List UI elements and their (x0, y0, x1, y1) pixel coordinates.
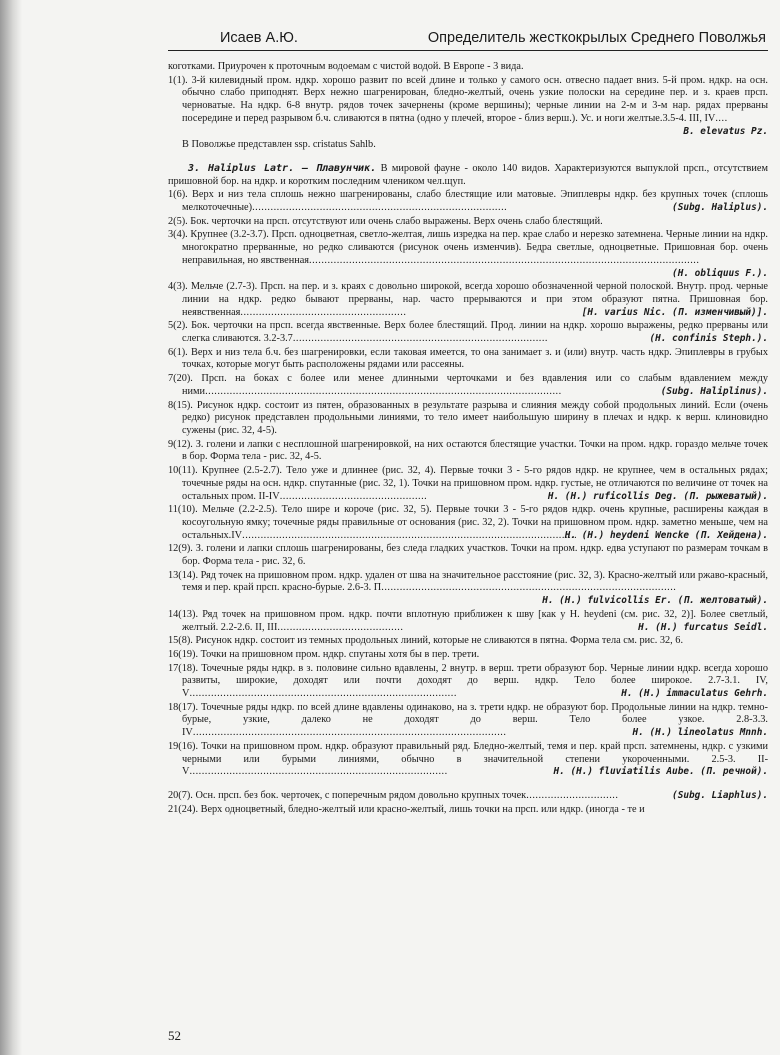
key-entry (168, 790, 768, 803)
key-entry (168, 229, 768, 280)
key-entry (168, 216, 768, 229)
book-page (168, 28, 768, 1043)
book-binding-shadow (0, 0, 22, 1055)
taxon-name: H. (H.) ruficollis Deg. (П. рыжеватый). (547, 490, 768, 502)
entry-text: 18(17). Точечные ряды ндкр. по всей длине вдавлены одинаково, на з. трети ндкр. не образуют бор. Продольные линии на ндкр. темно-бурые, узкие, далеко не доходят до верш. Тело более узкое. 2.8-3.3. IV (168, 701, 768, 739)
taxon-name: B. elevatus Pz. (683, 125, 768, 137)
entry-text: 14(13). Ряд точек на пришовном пром. ндкр. почти вплотную приближен к шву [как у H. heydeni (см. рис. 32, 2)]. Более светлый, желтый. 2.2-2.6. II, III (168, 608, 768, 633)
entry-text: 2(5). Бок. черточки на прсп. отсутствуют или очень слабо выражены. Верх очень слабо блестящий. (168, 215, 603, 227)
header-title: Определитель жесткокрылых Среднего Поволжья (427, 30, 766, 46)
entry-text: 19(16). Точки на пришовном пром. ндкр. образуют правильный ряд. Бледно-желтый, темя и пер. край прсп. затемнены, ндкр. с узкими черными или бурыми линиями, обычно в значительной степени укороченными. 2.5-3. II-V (168, 740, 768, 778)
key-entry (168, 347, 768, 372)
page-number: 52 (168, 1028, 181, 1043)
taxon-name: (Subg. Liaphlus). (672, 789, 768, 801)
taxon-name: (H. confinis Steph.). (649, 333, 768, 345)
leader-dots: ...................................................................................................... (192, 727, 507, 739)
genus-description: В мировой фауне - около 140 видов. Характеризуются выпуклой прсп., отсутствием пришовной бор. на ндкр. и коротким последним члеником чел.щуп. (168, 162, 768, 187)
key-entry (168, 543, 768, 568)
entry-text: коготками. Приурочен к проточным водоемам с чистой водой. В Европе - 3 вида. (168, 61, 524, 72)
entry-text: 13(14). Ряд точек на пришовном пром. ндкр. удален от шва на значительное расстояние (рис. 32, 3). Красно-желтый или ржаво-красный, темя и пер. край прсп. красно-бурые. 2.6-3. П (168, 569, 768, 594)
key-entry (168, 281, 768, 319)
leader-dots: .................................................................................... (189, 766, 448, 778)
key-entry (168, 635, 768, 648)
leader-dots: ................................................................................... (252, 202, 508, 214)
leader-dots: ................................................................................... (292, 333, 548, 345)
taxon-name: H. (H.) heydeni Wencke (П. Хейдена). (564, 529, 768, 541)
entry-text: 12(9). З. голени и лапки сплошь шагренированы, без следа гладких участков. Точки на пром. ндкр. едва уступают по размерам точкам в бор. Форма тела - рис. 32, 6. (168, 543, 768, 568)
taxon-name: [H. varius Nic. (П. изменчивый)]. (581, 306, 768, 318)
key-entry (168, 570, 768, 608)
entry-text: 3(4). Крупнее (3.2-3.7). Прсп. одноцветная, светло-желтая, лишь изредка на пер. крае слабо и нерезко затемнена. Черные линии на ндкр. многократно прерванные, но редко сливаются (рисунок очень изменчив). Бедра светлые, одноцветные. Пришовная бор. очень неправильная, но явственная (168, 229, 768, 266)
taxon-name: (H. obliquus F.). (672, 267, 768, 279)
taxon-name: (Subg. Haliplinus). (660, 385, 768, 397)
entry-text: 6(1). Верх и низ тела б.ч. без шагренировки, если таковая имеется, то она занимает з. и (или) внутр. часть ндкр. Эпиплевры в грубых точках, которые могут быть расположены рядами или рассеяны. (168, 346, 768, 371)
entry-text: 1(6). Верх и низ тела сплошь нежно шагренированы, слабо блестящие или матовые. Эпиплевры ндкр. без крупных точек (сплошь мелкоточечные) (168, 189, 768, 214)
header-author: Исаев А.Ю. (220, 30, 298, 46)
section-gap (168, 153, 768, 163)
key-entry (168, 504, 768, 542)
taxon-name: (Subg. Haliplus). (672, 202, 768, 214)
taxon-name: H. (H.) lineolatus Mnnh. (632, 727, 768, 739)
key-entry (168, 400, 768, 438)
entry-text: 21(24). Верх одноцветный, бледно-желтый или красно-желтый, лишь точки на прсп. или ндкр. (иногда - те и (168, 803, 645, 815)
entry-text: 15(8). Рисунок ндкр. состоит из темных продольных линий, которые не сливаются в пятна. Форма тела см. рис. 32, 6. (168, 635, 684, 647)
entry-text: В Поволжье представлен ssp. cristatus Sahlb. (182, 139, 376, 151)
leader-dots: .............................. (526, 789, 619, 801)
genus-name: 3. Haliplus Latr. – Плавунчик. (188, 162, 377, 174)
entry-text: 20(7). Осн. прсп. без бок. черточек, с поперечным рядом довольно крупных точек (168, 789, 527, 801)
leader-dots: ....................................................................................... (189, 688, 457, 700)
taxon-name: H. (H.) immaculatus Gehrh. (621, 688, 768, 700)
key-entry (168, 649, 768, 662)
key-entry (168, 702, 768, 740)
entry-text: 5(2). Бок. черточки на прсп. всегда явственные. Верх более блестящий. Прод. линии на ндкр. хорошо выражены, редко прерваны или слегка сливаются. 3.2-3.7 (168, 320, 768, 345)
entry-text: 11(10). Мельче (2.2-2.5). Тело шире и короче (рис. 32, 5). Первые точки 3 - 5-го рядов ндкр. очень крупные, расширены каждая в косоугольную ямку; точечные ряды правильные от основания (рис. 32, 2). Точки на пришовном пром. ндкр. заметно меньше, чем на остальных.IV (168, 504, 768, 541)
key-entry (168, 804, 768, 817)
leader-dots: ............................................................................................................. (242, 529, 578, 541)
entry-text: 7(20). Прсп. на боках с более или менее длинными черточками и без вдавления или со слабым вдавлением между ними (168, 373, 768, 397)
leader-dots: ............................................................................................................................... (309, 254, 700, 266)
taxon-name: H. (H.) furcatus Seidl. (638, 621, 768, 633)
key-entry (168, 139, 768, 152)
section-gap (168, 780, 768, 790)
entry-text: 4(3). Мельче (2.7-3). Прсп. на пер. и з. краях с довольно широкой, всегда хорошо обозначенной черной полоской. Внутр. прод. черные линии на ндкр. редко бывают прерваны, нар. часто прерываются и при этом образуют пятна. Пришовная бор. неявственная (168, 281, 768, 318)
entry-text: 8(15). Рисунок ндкр. состоит из пятен, образованных в результате разрыва и слияния между собой продольных линий. Если (очень редко) рисунок представлен продольными линиями, то тело имеет наибольшую ширину в плечах и ндкр. к верш. клиновидно сужены (рис. 32, 4-5). (168, 399, 768, 436)
key-entry (168, 61, 768, 74)
entry-text: 16(19). Точки на пришовном пром. ндкр. спутаны хотя бы в пер. трети. (168, 648, 480, 660)
taxon-name: H. (H.) fluviatilis Aube. (П. речной). (553, 766, 768, 778)
key-entry (168, 465, 768, 503)
genus-heading (168, 163, 768, 188)
key-entry (168, 439, 768, 464)
leader-dots: ................................................................................................ (381, 582, 677, 594)
key-entry (168, 75, 768, 139)
leader-dots: ...................................................... (240, 306, 407, 318)
leader-dots: .................................................................................................................... (205, 385, 562, 397)
key-entry (168, 373, 768, 398)
entry-text: 10(11). Крупнее (2.5-2.7). Тело уже и длиннее (рис. 32, 4). Первые точки 3 - 5-го рядов ндкр. не крупнее, чем в остальных рядах; точечные ряды на осн. ндкр. спутанные (рис. 32, 1). Точки на пришовном пром. ндкр. густые, не отличаются по величине от точек на остальных пром. II-IV (168, 465, 768, 502)
taxon-name: H. (H.) fulvicollis Er. (П. желтоватый). (542, 595, 768, 607)
leader-dots: ................................................ (279, 490, 428, 502)
entry-text: 17(18). Точечные ряды ндкр. в з. половине сильно вдавлены, 2 внутр. в верш. трети образуют бор. Черные линии ндкр. всегда хорошо развиты, широкие, доходят или почти доходят до верш. ндкр. Тело более широкое. 2.7-3.1. IV, V (168, 662, 768, 700)
entry-text: 9(12). З. голени и лапки с несплошной шагренировкой, на них остаются блестящие участки. Точки на пром. ндкр. гораздо мельче точек в бор. Форма тела - рис. 32, 4-5. (168, 438, 768, 463)
leader-dots: ......................................... (277, 621, 404, 633)
running-header (168, 28, 768, 51)
key-entry (168, 609, 768, 634)
key-entry (168, 663, 768, 701)
key-entry (168, 189, 768, 214)
key-entry (168, 320, 768, 345)
key-entry (168, 741, 768, 779)
leader-dots: .... (715, 112, 728, 124)
entry-text: 1(1). 3-й килевидный пром. ндкр. хорошо развит по всей длине и только у самого осн. отвесно падает вниз. 5-й пром. ндкр. на осн. обычно слабо приподнят. Верх нежно шагренирован, бледно-желтый, очень узкие полоски на середине пер. и з. краев прсп. черноватые. На ндкр. 6-8 внутр. рядов точек зачернены (кроме вершины); черные линии на 2-м и 3-м нар. рядах прерваны посередине и перед разрывом б.ч. сливаются в пятна (одно у плечей, второе - близ верш.). Ус. и ноги желтые.3.5-4. III, IV (168, 74, 768, 124)
key-text (168, 61, 768, 817)
